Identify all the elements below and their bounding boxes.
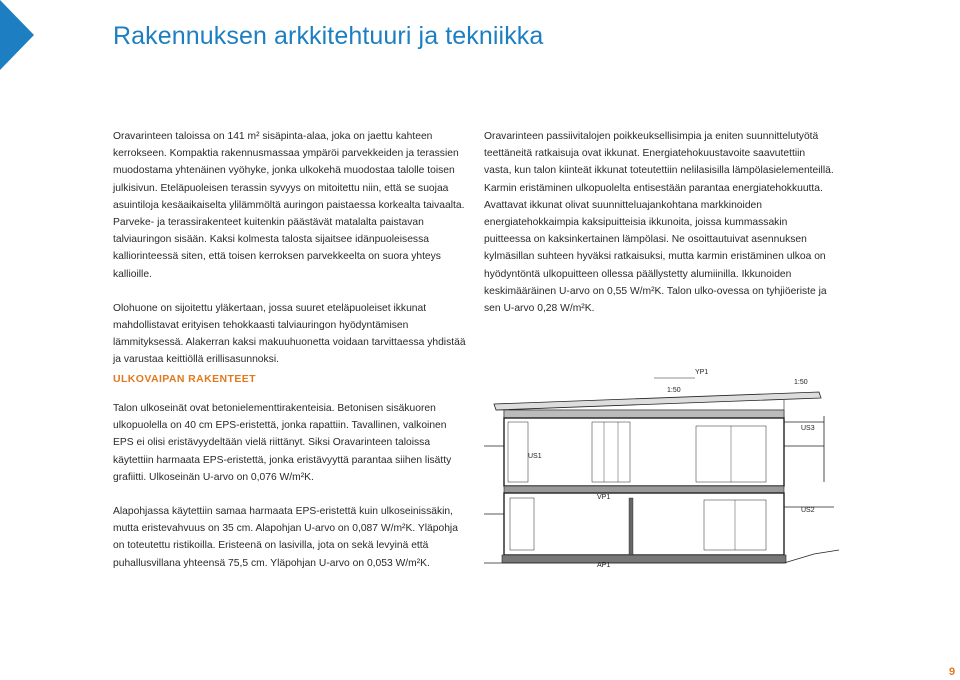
envelope-text-column	[113, 400, 458, 572]
label-scale-left: 1:50	[667, 387, 681, 394]
envelope-paragraph-2: Alapohjassa käytettiin samaa harmaata EPS-eristettä kuin ulkoseinissäkin, mutta eristevahvuus on 35 cm. Alapohjan U-arvo on 0,087 W/m²K. Yläpohja on toteutettu ristikoilla. Eristeenä on lasivilla, jota on sekä levyinä että puhallusvillana yhteensä 75,5 cm. Yläpohjan U-arvo on 0,053 W/m²K.	[113, 506, 458, 569]
label-us1: US1	[528, 453, 542, 460]
windows-paragraph: Oravarinteen passiivitalojen poikkeuksellisimpia ja eniten suunnittelutyötä teettäneitä ratkaisuja ovat ikkunat. Energiatehokuustavoite saavutettiin vasta, kun talon kiinteät ikkunat toteutettiin nelilasisilla lämpölasielementeillä. Karmin eristäminen ulkopuolelta entisestään parantaa energiatehokkuutta. Avattavat ikkunat olivat suunnitteluajankohtana markkinoiden energiatehokkaimpia kaksipuitteisia ikkunoita, joissa kummassakin puitteessa on kaksinkertainen lämpölasi. Ne osoittautuivat asennuksen kylmäsillan suhteen hyväksi ratkaisuksi, mutta karmin eristäminen ulkoa on hyödyntöntä ulkopuitteen ollessa päällystetty alumiinilla. Ikkunoiden keskimääräinen U-arvo on 0,55 W/m²K. Talon ulko-ovessa on tyhjiöeriste ja sen U-arvo 0,28 W/m²K.	[484, 131, 834, 315]
page-number: 9	[949, 666, 956, 678]
label-scale-right: 1:50	[794, 379, 808, 386]
base-slab	[502, 555, 786, 563]
label-ap1: AP1	[597, 562, 611, 569]
label-us3: US3	[801, 425, 815, 432]
page-title: Rakennuksen arkkitehtuuri ja tekniikka	[113, 22, 544, 50]
intro-paragraph-2: Olohuone on sijoitettu yläkertaan, jossa suuret eteläpuoleiset ikkunat mahdollistavat erityisen tehokkaasti talviauringon hyödyntämisen lämmityksessä. Alakerran kaksi makuuhuonetta voidaan tarvittaessa yhdistää ja varustaa keittiöllä erillisasunnoksi.	[113, 302, 466, 366]
label-yp1: YP1	[695, 369, 709, 376]
corner-triangle-decoration	[0, 0, 36, 70]
label-vp1: VP1	[597, 494, 611, 501]
label-us2: US2	[801, 507, 815, 514]
building-section-drawing	[484, 364, 844, 579]
intermediate-slab	[504, 486, 784, 493]
windows-text-column	[484, 128, 834, 317]
envelope-paragraph-1: Talon ulkoseinät ovat betonielementtirakenteisia. Betonisen sisäkuoren ulkopuolella on 40 cm EPS-eristettä, jonka rapattiin. Tavallinen, valkoinen EPS ei olisi eristävyydeltään vielä riittänyt. Siksi Oravarinteen taloissa käytettiin harmaata EPS-eristettä, jonka eristävyyttä parantaa siihen lisätty grafiitti. Ulkoseinän U-arvo on 0,076 W/m²K.	[113, 403, 452, 483]
upper-floor	[484, 416, 824, 486]
envelope-section-heading: ULKOVAIPAN RAKENTEET	[113, 373, 256, 385]
roof-structure	[494, 392, 821, 418]
intro-text-column	[113, 128, 473, 369]
lower-floor	[484, 493, 834, 555]
intro-paragraph-1: Oravarinteen taloissa on 141 m² sisäpinta-alaa, joka on jaettu kahteen kerrokseen. Kompaktia rakennusmassaa ympäröi parvekkeiden ja terassien muodostama yhtenäinen vyöhyke, jonka ulkokehä muodostaa talolle toisen julkisivun. Eteläpuoleisen terassin syvyys on mitoitettu niin, että se suojaa asuintiloja kesäaikaiselta ylilämmöltä auringon paistaessa korkealta taivaalta. Parveke- ja terassirakenteet kuitenkin päästävät matalalta paistavan talviauringon sisään. Kaksi kolmesta talosta sijaitsee idänpuoleisessa kalliorinteessä siten, että toisen kerroksen parvekkeelta on suora yhteys kallioille.	[113, 131, 465, 280]
